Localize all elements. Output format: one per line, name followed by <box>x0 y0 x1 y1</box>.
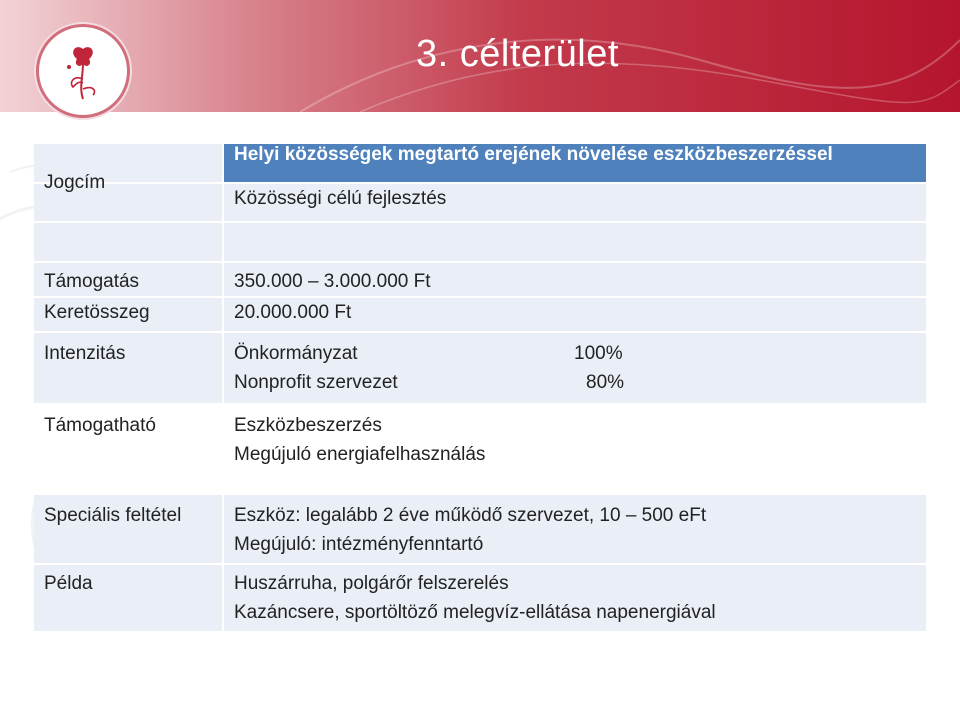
intensity-pct: 80% <box>586 372 625 393</box>
rose-logo-icon <box>36 24 130 118</box>
table-cell <box>223 332 926 404</box>
row-label-keretosszeg: Keretösszeg <box>44 302 150 323</box>
table-row <box>34 262 926 297</box>
table-cell <box>223 564 926 632</box>
row-value: 350.000 – 3.000.000 Ft <box>234 271 431 292</box>
intensity-name: Önkormányzat <box>234 343 358 364</box>
table-row <box>34 144 926 183</box>
row-value: Közösségi célú fejlesztés <box>234 188 447 209</box>
list-item: Huszárruha, polgárőr felszerelés <box>234 573 509 594</box>
row-label-intenzitas: Intenzitás <box>44 343 126 364</box>
table-cell <box>34 404 223 494</box>
table-cell <box>34 564 223 632</box>
intensity-pct: 100% <box>574 343 623 364</box>
table-cell <box>223 262 926 297</box>
table-cell <box>34 494 223 564</box>
table-cell <box>223 404 926 494</box>
row-label-specialis: Speciális feltétel <box>44 505 182 526</box>
table-row <box>34 183 926 222</box>
header-value: Helyi közösségek megtartó erejének növelése eszközbeszerzéssel <box>223 144 926 183</box>
table-row <box>34 404 926 494</box>
row-label-tamogatas: Támogatás <box>44 271 140 292</box>
table-row <box>34 494 926 564</box>
page-title: 3. célterület <box>416 33 619 75</box>
list-item: Megújuló energiafelhasználás <box>234 444 486 465</box>
list-item <box>234 368 926 397</box>
table-cell <box>34 172 223 222</box>
list-item: Eszközbeszerzés <box>234 415 382 436</box>
info-table <box>34 144 926 633</box>
row-label-tamogathato: Támogatható <box>44 415 156 436</box>
jogcim-value <box>223 183 926 222</box>
list-item: Eszköz: legalább 2 éve működő szervezet, 10 – 500 eFt <box>234 505 707 526</box>
table-cell <box>223 297 926 332</box>
table-cell <box>223 222 926 262</box>
table-row <box>34 332 926 404</box>
row-value: 20.000.000 Ft <box>234 302 352 323</box>
table-cell <box>34 297 223 332</box>
intensity-name: Nonprofit szervezet <box>234 372 398 393</box>
row-label-jogcim: Jogcím <box>44 172 106 193</box>
row-label-pelda: Példa <box>44 573 93 594</box>
list-item <box>234 339 926 368</box>
table-row <box>34 564 926 632</box>
table-cell <box>34 222 223 262</box>
list-item: Megújuló: intézményfenntartó <box>234 534 484 555</box>
list-item: Kazáncsere, sportöltöző melegvíz-ellátása napenergiával <box>234 602 716 623</box>
table-row <box>34 222 926 262</box>
table-cell <box>223 494 926 564</box>
table-cell <box>34 262 223 297</box>
table-cell <box>34 332 223 404</box>
title-banner <box>0 0 960 112</box>
table-row <box>34 297 926 332</box>
